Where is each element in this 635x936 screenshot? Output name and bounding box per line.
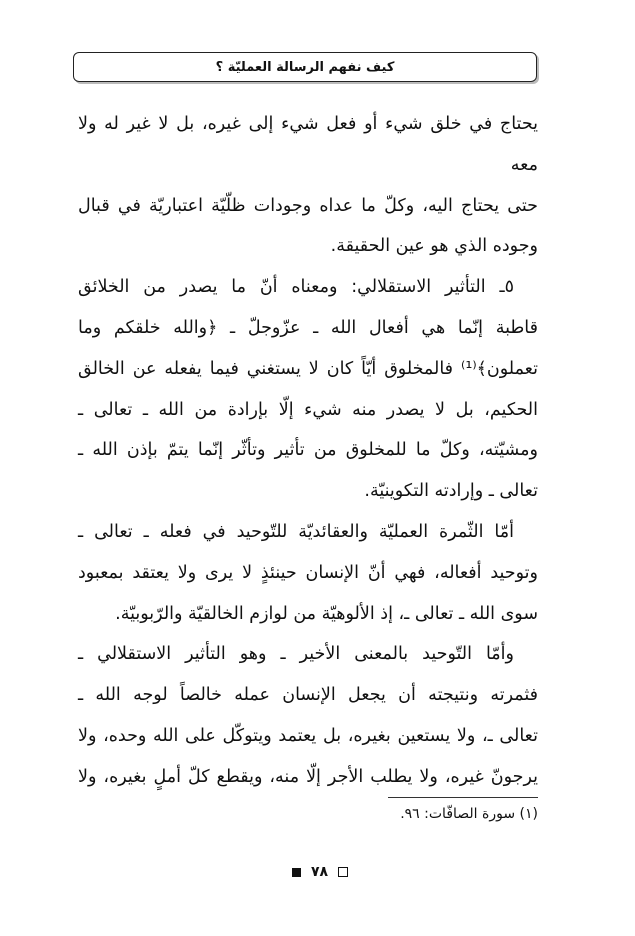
text-line: وجوده الذي هو عين الحقيقة. — [330, 236, 538, 257]
text-line: يرجونّ غيره، ولا يطلب الأجر إلّا منه، ويقطع كلّ أملٍ بغيره، ولا — [78, 766, 538, 787]
running-header — [73, 52, 537, 82]
text-line: وأمّا التّوحيد بالمعنى الأخير ـ وهو التأثير الاستقلالي ـ — [78, 644, 514, 665]
page-footer — [260, 862, 380, 882]
text-line: فثمرته ونتيجته أن يجعل الإنسان عمله خالصاً لوجه الله ـ — [78, 685, 538, 706]
text-line: ٥ـ التأثير الاستقلالي: ومعناه أنّ ما يصدر من الخلائق — [78, 277, 514, 298]
text-line: يحتاج في خلق شيء أو فعل شيء إلى غيره، بل لا غير له ولا معه — [78, 114, 538, 175]
text-line: تعالى ـ وإرادته التكوينيّة. — [364, 481, 538, 502]
paragraph-3 — [78, 512, 538, 634]
text-line: سوى الله ـ تعالى ـ، إذ الألوهيّة من لوازم الخالقيّة والرّبوبيّة. — [115, 603, 538, 624]
running-header-title: كيف نفهم الرسالة العمليّة ؟ — [215, 59, 395, 75]
text-line: أمّا الثّمرة العمليّة والعقائديّة للتّوحيد في فعله ـ تعالى ـ — [78, 521, 514, 542]
footnote-divider — [388, 797, 538, 798]
paragraph-2 — [78, 267, 538, 512]
page-number: ٧٨ — [310, 864, 329, 880]
text-line: تعالى ـ، ولا يستعين بغيره، بل يعتمد ويتوكّل على الله وحده، ولا — [78, 725, 538, 746]
text-line: وتوحيد أفعاله، فهي أنّ الإنسان حينئذٍ لا يرى ولا يعتقد بمعبود — [78, 562, 538, 583]
text-line: ومشيّته، وكلّ ما للمخلوق من تأثير وتأثّر إنّما يتمّ بإذن الله ـ — [78, 440, 538, 461]
paragraph-1 — [78, 104, 538, 267]
paragraph-4 — [78, 634, 538, 797]
text-line: حتى يحتاج اليه، وكلّ ما عداه وجودات ظلّيّة اعتباريّة في قبال — [78, 195, 538, 216]
footnote: (١) سورة الصافّات: ٩٦. — [400, 806, 538, 822]
outline-square-icon — [338, 867, 348, 877]
text-line: تعملون﴾⁽¹⁾ فالمخلوق أيّاً كان لا يستغني فيما يفعله عن الخالق — [78, 358, 538, 379]
main-text — [78, 104, 538, 798]
text-line: الحكيم، بل لا يصدر منه شيء إلّا بإرادة من الله ـ تعالى ـ — [78, 399, 538, 420]
text-line: قاطبة إنّما هي أفعال الله ـ عزّوجلّ ـ ﴿والله خلقكم وما — [78, 317, 538, 338]
filled-square-icon — [292, 868, 301, 877]
